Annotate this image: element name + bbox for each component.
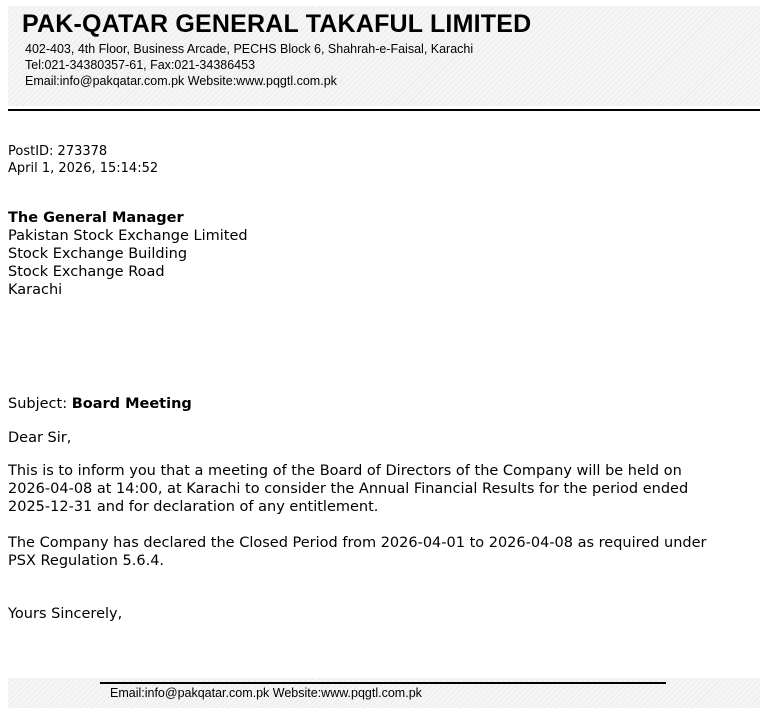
paragraph-1-line-2: 2026-04-08 at 14:00, at Karachi to consider the Annual Financial Results for the period ended (8, 481, 689, 497)
salutation: Dear Sir, (8, 430, 72, 446)
header-divider (8, 109, 760, 111)
subject-text: Board Meeting (71, 396, 192, 412)
recipient-line-4: Karachi (8, 282, 63, 298)
recipient-line-1: Pakistan Stock Exchange Limited (8, 228, 248, 244)
company-address: 402-403, 4th Floor, Business Arcade, PECHS Block 6, Shahrah-e-Faisal, Karachi (25, 42, 474, 56)
subject-label: Subject: (8, 396, 72, 412)
paragraph-1-line-3: 2025-12-31 and for declaration of any entitlement. (8, 499, 379, 515)
post-id: PostID: 273378 (8, 144, 108, 159)
recipient-line-2: Stock Exchange Building (8, 246, 188, 262)
recipient-title: The General Manager (8, 210, 184, 226)
closing: Yours Sincerely, (8, 606, 123, 622)
recipient-line-3: Stock Exchange Road (8, 264, 165, 280)
paragraph-2-line-2: PSX Regulation 5.6.4. (8, 553, 165, 569)
paragraph-1-line-1: This is to inform you that a meeting of the Board of Directors of the Company will be held on (8, 463, 682, 479)
subject-line (8, 395, 192, 413)
company-email-website: Email:info@pakqatar.com.pk Website:www.pqgtl.com.pk (25, 74, 337, 88)
footer-email-website: Email:info@pakqatar.com.pk Website:www.pqgtl.com.pk (110, 686, 422, 700)
post-datetime: April 1, 2026, 15:14:52 (8, 161, 159, 176)
footer-divider (100, 682, 666, 684)
paragraph-2-line-1: The Company has declared the Closed Period from 2026-04-01 to 2026-04-08 as required under (8, 535, 707, 551)
company-name: PAK-QATAR GENERAL TAKAFUL LIMITED (22, 10, 532, 38)
company-phone-fax: Tel:021-34380357-61, Fax:021-34386453 (25, 58, 256, 72)
